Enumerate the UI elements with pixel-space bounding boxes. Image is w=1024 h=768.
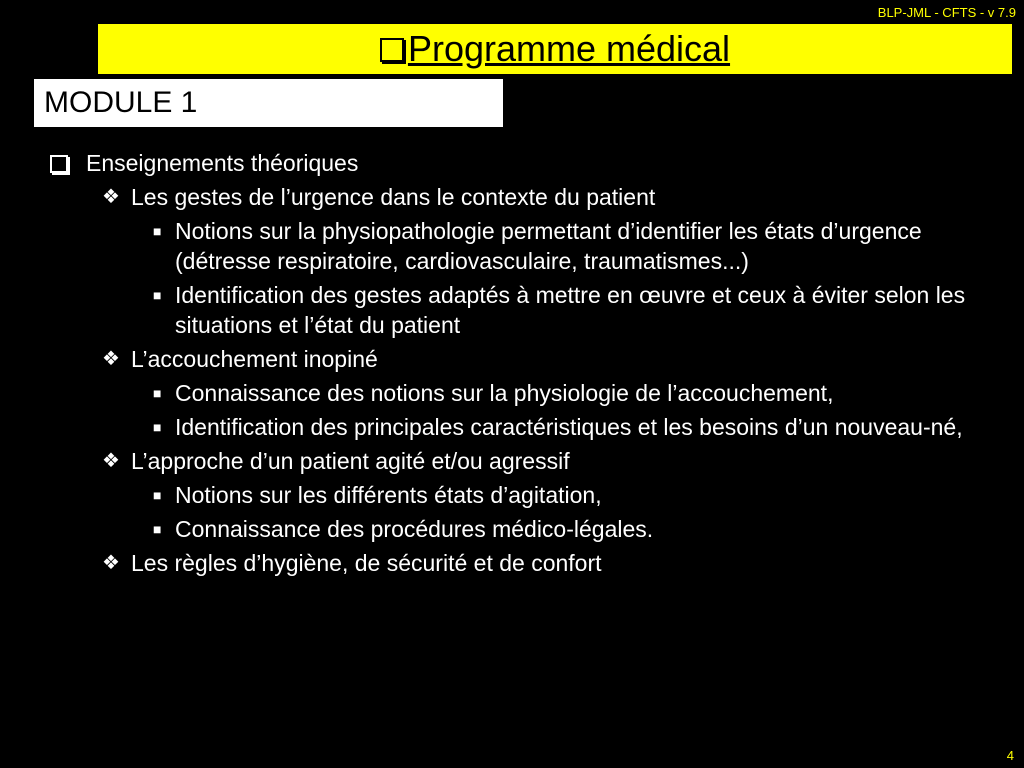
checkbox-bullet-icon — [50, 155, 68, 173]
list-item-text: Connaissance des procédures médico-légales. — [175, 516, 654, 542]
list-item-text: Identification des gestes adaptés à mettre en œuvre et ceux à éviter selon les situations et l’état du patient — [175, 282, 966, 338]
list-item — [0, 280, 1024, 340]
list-item — [0, 480, 1024, 510]
list-item-text: Identification des principales caractéristiques et les besoins d’un nouveau-né, — [175, 414, 963, 440]
list-item — [0, 378, 1024, 408]
square-bullet-icon: ■ — [153, 223, 162, 239]
list-item — [0, 344, 1024, 374]
list-item-text: Connaissance des notions sur la physiologie de l’accouchement, — [175, 380, 834, 406]
list-item-text: L’accouchement inopiné — [131, 346, 378, 372]
diamond-bullet-icon: ❖ — [102, 552, 120, 574]
module-label: MODULE 1 — [34, 79, 503, 127]
square-bullet-icon: ■ — [153, 287, 162, 303]
list-item — [0, 412, 1024, 442]
list-item-text: Les règles d’hygiène, de sécurité et de confort — [131, 550, 602, 576]
list-item — [0, 148, 1024, 178]
diamond-bullet-icon: ❖ — [102, 450, 120, 472]
diamond-bullet-icon: ❖ — [102, 186, 120, 208]
bullet-list — [0, 148, 1024, 582]
list-item-text: L’approche d’un patient agité et/ou agressif — [131, 448, 570, 474]
list-item-text: Enseignements théoriques — [86, 150, 359, 176]
header-reference: BLP-JML - CFTS - v 7.9 — [877, 5, 1016, 20]
square-bullet-icon: ■ — [153, 419, 162, 435]
list-item-text: Les gestes de l’urgence dans le contexte du patient — [131, 184, 656, 210]
page-title: Programme médical — [407, 28, 731, 69]
list-item — [0, 548, 1024, 578]
square-bullet-icon: ■ — [153, 385, 162, 401]
square-bullet-icon: ■ — [153, 487, 162, 503]
list-item — [0, 216, 1024, 276]
list-item — [0, 514, 1024, 544]
list-item — [0, 182, 1024, 212]
list-item-text: Notions sur les différents états d’agitation, — [175, 482, 602, 508]
title-bar — [98, 24, 1012, 74]
list-item-text: Notions sur la physiopathologie permettant d’identifier les états d’urgence (détresse respiratoire, cardiovasculaire, traumatismes...) — [175, 218, 922, 274]
checkbox-bullet-icon — [380, 38, 404, 62]
page-number: 4 — [1006, 748, 1014, 763]
list-item — [0, 446, 1024, 476]
square-bullet-icon: ■ — [153, 521, 162, 537]
diamond-bullet-icon: ❖ — [102, 348, 120, 370]
